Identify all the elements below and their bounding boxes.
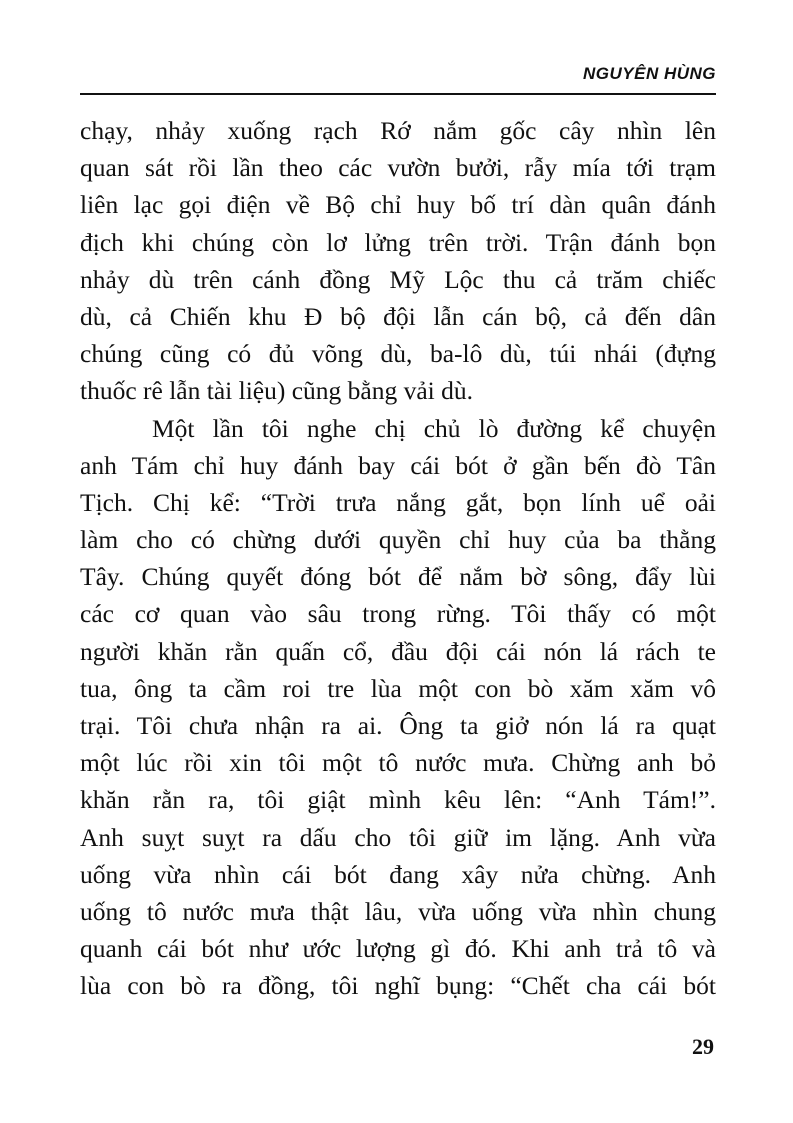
text-line: dù, cả Chiến khu Đ bộ đội lẫn cán bộ, cả đến dân <box>80 301 716 331</box>
text-line: trại. Tôi chưa nhận ra ai. Ông ta giở nón lá ra quạt <box>80 711 716 740</box>
text-line: uống vừa nhìn cái bót đang xây nửa chừng. Anh <box>80 859 716 889</box>
text-line: Tây. Chúng quyết đóng bót để nắm bờ sông, đẩy lùi <box>80 562 716 592</box>
text-line: chúng cũng có đủ võng dù, ba-lô dù, túi nhái (đựng <box>80 339 716 369</box>
text-line: liên lạc gọi điện về Bộ chỉ huy bố trí dàn quân đánh <box>80 190 716 220</box>
text-line: người khăn rằn quấn cổ, đầu đội cái nón lá rách te <box>80 636 716 666</box>
text-line: tua, ông ta cầm roi tre lùa một con bò xăm xăm vô <box>80 673 716 703</box>
text-line: nhảy dù trên cánh đồng Mỹ Lộc thu cả trăm chiếc <box>80 264 716 294</box>
text-line: Tịch. Chị kể: “Trời trưa nắng gắt, bọn lính uể oải <box>80 487 716 517</box>
text-line: uống tô nước mưa thật lâu, vừa uống vừa nhìn chung <box>80 896 716 926</box>
text-line-paragraph-start: Một lần tôi nghe chị chủ lò đường kể chuyện <box>152 413 716 443</box>
text-line: Anh suỵt suỵt ra dấu cho tôi giữ im lặng. Anh vừa <box>80 822 716 852</box>
text-line: một lúc rồi xin tôi một tô nước mưa. Chừng anh bỏ <box>80 748 716 778</box>
text-line: địch khi chúng còn lơ lửng trên trời. Trận đánh bọn <box>80 227 716 257</box>
text-line: khăn rằn ra, tôi giật mình kêu lên: “Anh Tám!”. <box>80 785 716 815</box>
text-line: làm cho có chừng dưới quyền chỉ huy của ba thằng <box>80 525 716 555</box>
header-rule <box>80 93 716 95</box>
body-text <box>80 112 716 1005</box>
text-line: thuốc rê lẫn tài liệu) cũng bằng vải dù. <box>80 376 473 406</box>
page-number: 29 <box>692 1034 714 1059</box>
text-line: lùa con bò ra đồng, tôi nghĩ bụng: “Chết cha cái bót <box>80 971 716 1001</box>
text-line: anh Tám chỉ huy đánh bay cái bót ở gần bến đò Tân <box>80 450 716 480</box>
text-line: quanh cái bót như ước lượng gì đó. Khi anh trả tô và <box>80 934 716 964</box>
text-line: các cơ quan vào sâu trong rừng. Tôi thấy có một <box>80 599 716 629</box>
running-header-author: NGUYÊN HÙNG <box>582 64 716 83</box>
text-line: quan sát rồi lần theo các vườn bưởi, rẫy mía tới trạm <box>80 153 716 183</box>
text-line: chạy, nhảy xuống rạch Rớ nắm gốc cây nhìn lên <box>80 116 716 145</box>
